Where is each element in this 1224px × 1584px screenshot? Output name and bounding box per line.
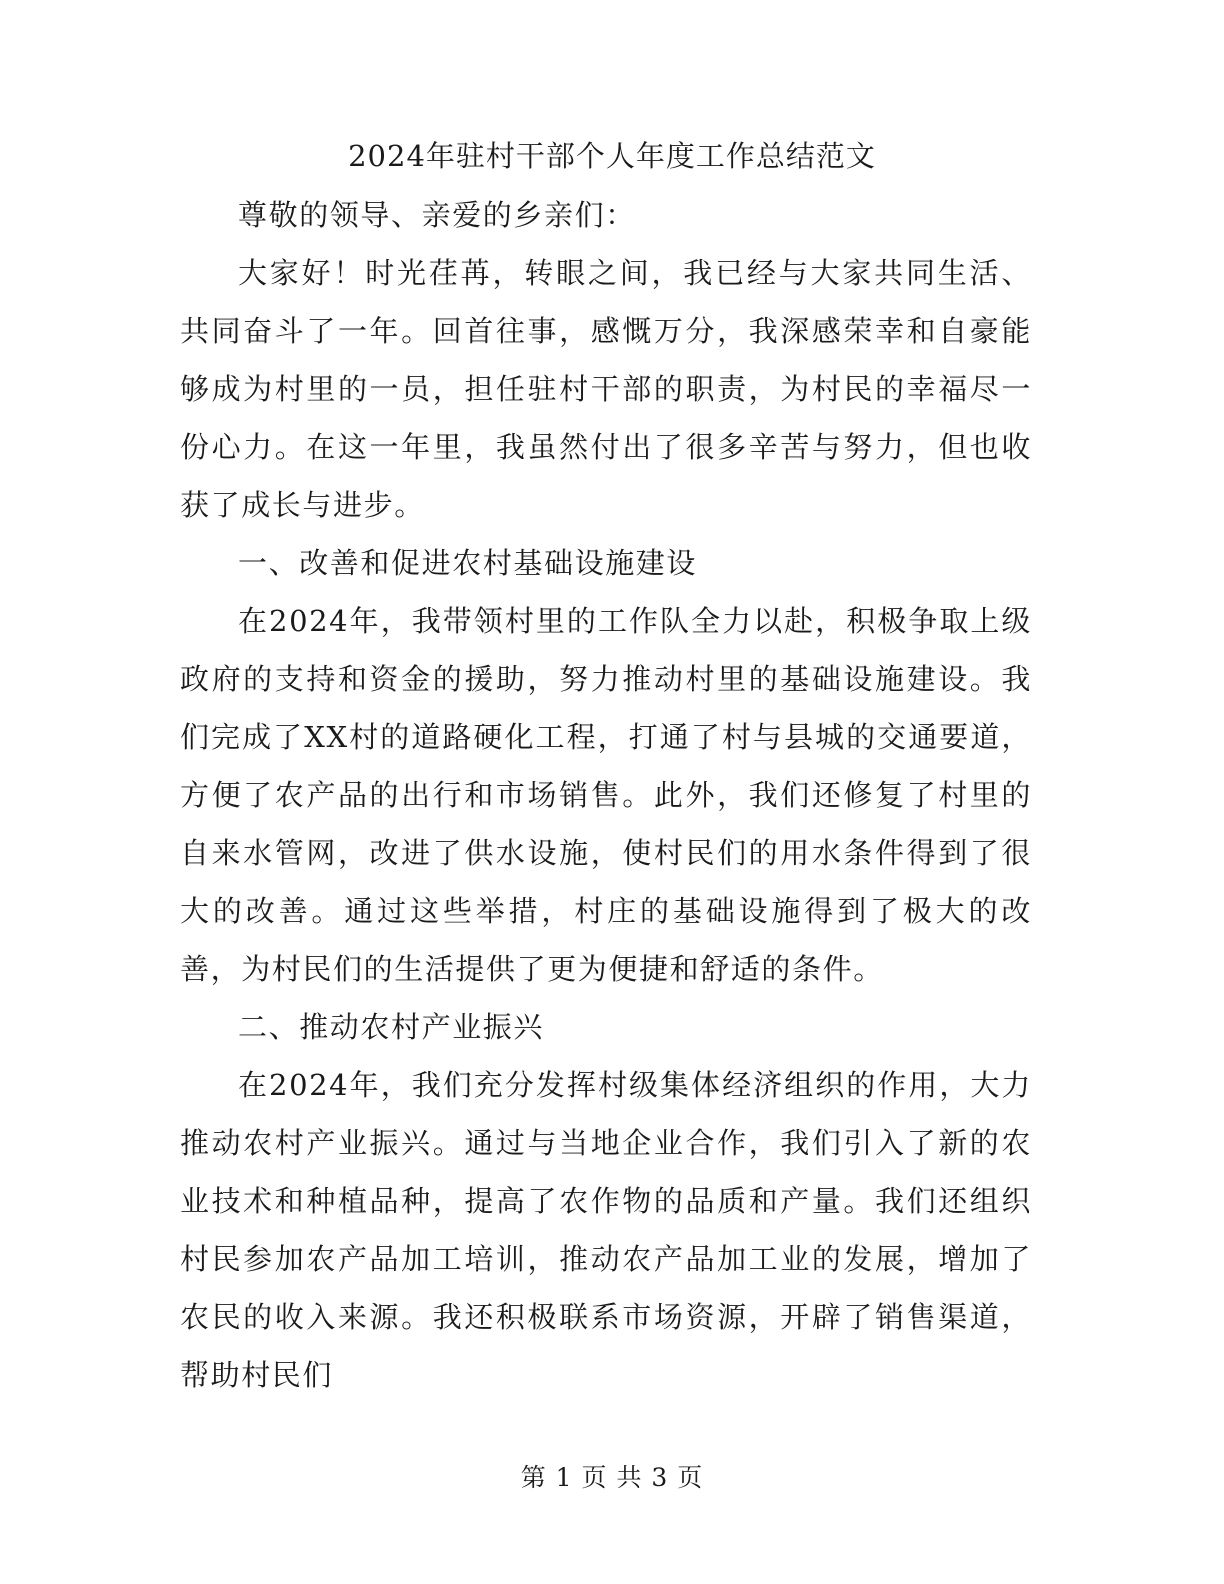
document-title: 2024年驻村干部个人年度工作总结范文 bbox=[348, 139, 876, 173]
page-number-footer: 第 1 页 共 3 页 bbox=[520, 1463, 704, 1492]
section-heading-1: 一、改善和促进农村基础设施建设 bbox=[238, 546, 698, 580]
section-heading-2: 二、推动农村产业振兴 bbox=[238, 1010, 545, 1044]
paragraph-section-2: 在2024年，我们充分发挥村级集体经济组织的作用，大力推动农村产业振兴。通过与当地企业合作，我们引入了新的农业技术和种植品种，提高了农作物的品质和产量。我们还组织村民参加农产品加工培训，推动农产品加工业的发展，增加了农民的收入来源。我还积极联系市场资源，开辟了销售渠道，帮助村民们 bbox=[180, 1068, 1032, 1392]
paragraph-intro: 大家好！时光荏苒，转眼之间，我已经与大家共同生活、共同奋斗了一年。回首往事，感慨万分，我深感荣幸和自豪能够成为村里的一员，担任驻村干部的职责，为村民的幸福尽一份心力。在这一年里，我虽然付出了很多辛苦与努力，但也收获了成长与进步。 bbox=[180, 256, 1032, 522]
paragraph-section-1: 在2024年，我带领村里的工作队全力以赴，积极争取上级政府的支持和资金的援助，努力推动村里的基础设施建设。我们完成了XX村的道路硬化工程，打通了村与县城的交通要道，方便了农产品的出行和市场销售。此外，我们还修复了村里的自来水管网，改进了供水设施，使村民们的用水条件得到了很大的改善。通过这些举措，村庄的基础设施得到了极大的改善，为村民们的生活提供了更为便捷和舒适的条件。 bbox=[180, 604, 1032, 986]
document-body bbox=[180, 186, 1032, 1404]
salutation: 尊敬的领导、亲爱的乡亲们： bbox=[238, 198, 636, 232]
